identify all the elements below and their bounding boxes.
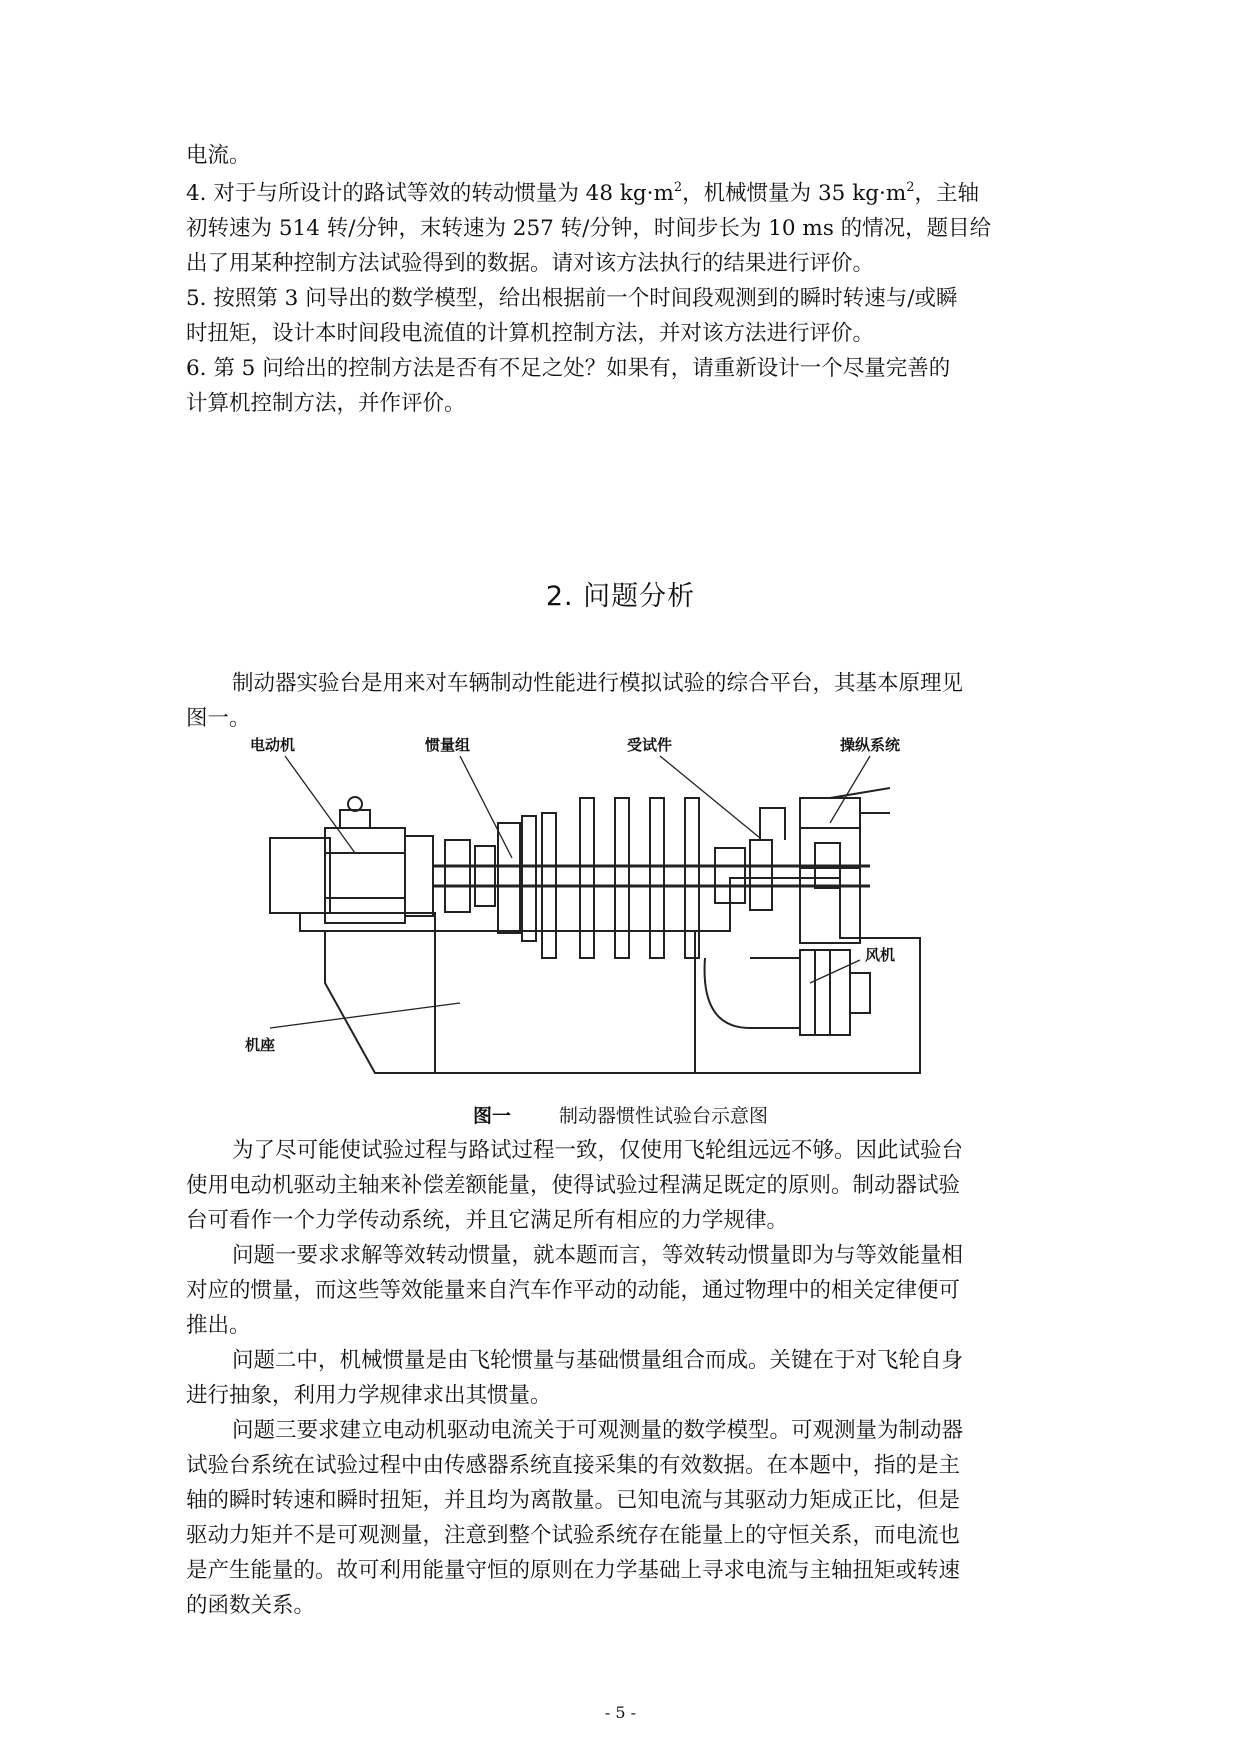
section-heading: 2. 问题分析 [545,581,696,612]
q4-part-c: ，主轴 [914,181,980,206]
p4-line-2: 试验台系统在试验过程中由传感器系统直接采集的有效数据。在本题中，指的是主 [186,1453,961,1478]
motor-body [325,828,405,923]
label-control-system: 操纵系统 [840,736,901,754]
brake-test-bench-diagram [230,728,1020,1148]
motor-end [270,838,330,913]
q4-part-a: 4. 对于与所设计的路试等效的转动惯量为 48 kg·m [186,181,674,206]
intro-line-1: 制动器实验台是用来对车辆制动性能进行模拟试验的综合平台，其基本原理见 [232,671,964,696]
p3-line-1: 问题二中，机械惯量是由飞轮惯量与基础惯量组合而成。关键在于对飞轮自身 [232,1348,964,1373]
p2-line-1: 问题一要求求解等效转动惯量，就本题而言，等效转动惯量即为与等效能量相 [232,1243,964,1268]
label-fan: 风机 [865,946,896,964]
q4-sup-1: 2 [673,180,683,195]
question-4-line-1 [186,178,979,210]
label-base: 机座 [245,1036,276,1054]
p4-line-4: 驱动力矩并不是可观测量，注意到整个试验系统存在能量上的守恒关系，而电流也 [186,1523,961,1548]
flywheel-4 [650,798,664,958]
intro-line-2: 图一。 [186,706,251,731]
page-number: - 5 - [604,1703,637,1722]
question-4-line-3: 出了用某种控制方法试验得到的数据。请对该方法执行的结果进行评价。 [186,251,875,276]
label-flywheel-group: 惯量组 [425,736,471,754]
p4-line-3: 轴的瞬时转速和瞬时扭矩，并且均为离散量。已知电流与其驱动力矩成正比，但是 [186,1488,961,1513]
q4-sup-2: 2 [906,180,915,195]
figure-title: 制动器惯性试验台示意图 [559,1105,769,1127]
p2-line-3: 推出。 [186,1313,251,1338]
label-specimen: 受试件 [627,736,673,754]
control-system [800,798,860,943]
p2-line-2: 对应的惯量，而这些等效能量来自汽车作平动的动能，通过物理中的相关定律便可 [186,1278,961,1303]
question-6-line-2: 计算机控制方法，并作评价。 [186,391,466,416]
brake-specimen [750,840,772,910]
fan [800,950,850,1035]
figure-number: 图一 [472,1105,511,1127]
p4-line-5: 是产生能量的。故可利用能量守恒的原则在力学基础上寻求电流与主轴扭矩或转速 [186,1558,961,1583]
p3-line-2: 进行抽象，利用力学规律求出其惯量。 [186,1383,552,1408]
flywheel-5 [685,798,699,958]
q4-part-b: ，机械惯量为 35 kg·m [682,181,907,206]
p1-line-2: 使用电动机驱动主轴来补偿差额能量，使得试验过程满足既定的原则。制动器试验 [186,1173,961,1198]
question-4-line-2: 初转速为 514 转/分钟，末转速为 257 转/分钟，时间步长为 10 ms 的情况，题目给 [186,216,992,241]
p1-line-1: 为了尽可能使试验过程与路试过程一致，仅使用飞轮组远远不够。因此试验台 [232,1138,964,1163]
text-line: 电流。 [186,143,251,168]
flywheel-2 [580,798,594,958]
question-5-line-2: 时扭矩，设计本时间段电流值的计算机控制方法，并对该方法进行评价。 [186,321,875,346]
flywheel-3 [615,798,629,958]
question-5-line-1: 5. 按照第 3 问导出的数学模型，给出根据前一个时间段观测到的瞬时转速与/或瞬 [186,286,958,311]
label-motor: 电动机 [250,736,296,754]
p4-line-6: 的函数关系。 [186,1593,316,1618]
question-6-line-1: 6. 第 5 问给出的控制方法是否有不足之处？如果有，请重新设计一个尽量完善的 [186,356,951,381]
p1-line-3: 台可看作一个力学传动系统，并且它满足所有相应的力学规律。 [186,1208,789,1233]
p4-line-1: 问题三要求建立电动机驱动电流关于可观测量的数学模型。可观测量为制动器 [232,1418,964,1443]
figure-caption [0,1101,1241,1128]
